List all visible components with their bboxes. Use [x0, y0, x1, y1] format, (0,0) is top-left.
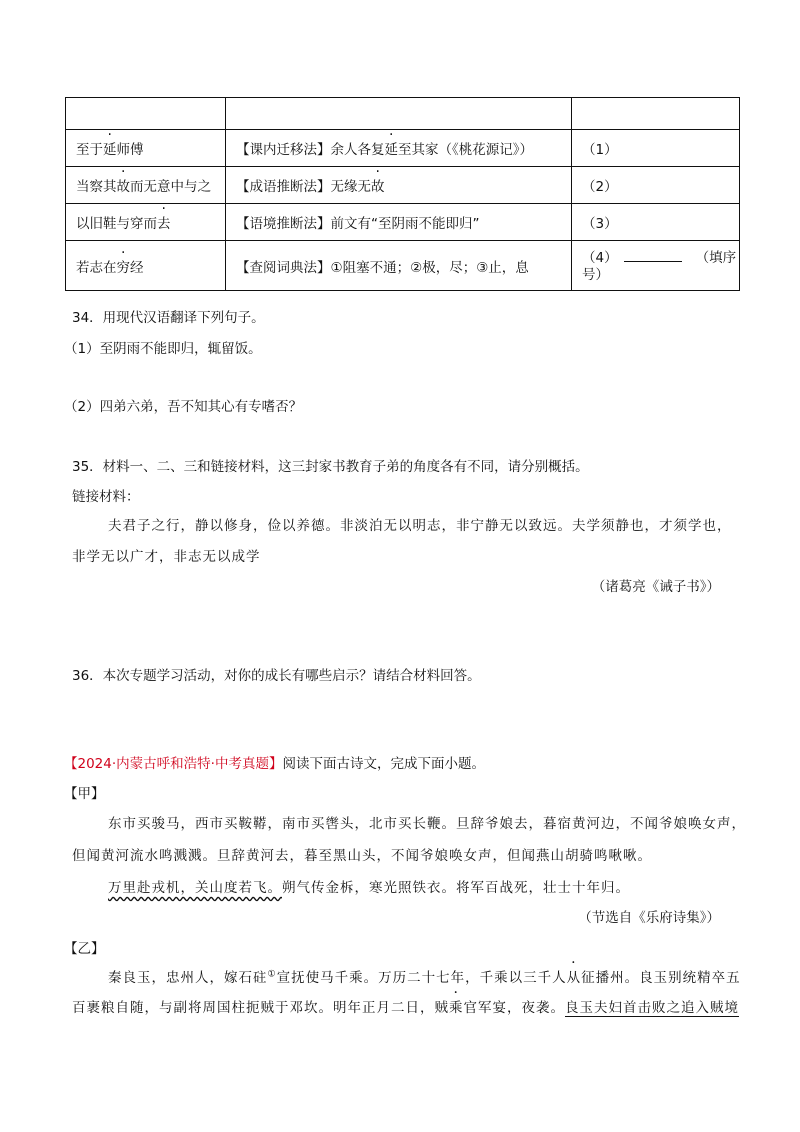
- answer-cell: （1）: [572, 130, 740, 167]
- jia-line-1: 东市买骏马，西市买鞍鞯，南市买辔头，北市买长鞭。旦辞爷娘去，暮宿黄河边，不闻爷娘唤女声，: [108, 816, 746, 832]
- answer-cell: （2）: [572, 167, 740, 204]
- wavy-underlined-text: 万里赴戎机，关山度若飞。: [108, 880, 282, 896]
- table-row: [66, 167, 740, 204]
- q34-sentence-2: （2）四弟六弟，吾不知其心有专嗜否？: [64, 399, 303, 415]
- word-cell: 若志在穷经: [66, 241, 226, 291]
- q34-title: 34．用现代汉语翻译下列句子。: [72, 310, 265, 326]
- q34-sentence-1: （1）至阴雨不能即归，辄留饭。: [64, 341, 262, 357]
- method-cell: 【成语推断法】无缘无故: [226, 167, 572, 204]
- jia-label: 【甲】: [64, 786, 105, 802]
- q35-title: 35．材料一、二、三和链接材料，这三封家书教育子弟的角度各有不同，请分别概括。: [72, 459, 589, 475]
- table-cell: [572, 98, 740, 130]
- link-material-label: 链接材料：: [72, 489, 140, 505]
- link-material-source: （诸葛亮《诫子书》）: [591, 579, 720, 595]
- yi-label: 【乙】: [64, 941, 105, 957]
- table-cell: [66, 98, 226, 130]
- table-row: [66, 241, 740, 291]
- method-cell: 【课内迁移法】余人各复延至其家（《桃花源记》）: [226, 130, 572, 167]
- jia-source: （节选自《乐府诗集》）: [578, 910, 720, 926]
- table-cell: [226, 98, 572, 130]
- section-heading: 【2024·内蒙古呼和浩特·中考真题】阅读下面古诗文，完成下面小题。: [64, 756, 485, 772]
- exam-source-tag: 【2024·内蒙古呼和浩特·中考真题】: [64, 756, 283, 772]
- method-cell: 【查阅词典法】①阻塞不通；②极，尽；③止，息: [226, 241, 572, 291]
- table-row: [66, 130, 740, 167]
- word-cell: 至于延师傅: [66, 130, 226, 167]
- link-material-line-1: 夫君子之行，静以修身，俭以养德。非淡泊无以明志，非宁静无以致远。夫学须静也，才须学也，: [108, 518, 732, 534]
- table-row: [66, 204, 740, 241]
- jia-line-3: 万里赴戎机，关山度若飞。朔气传金柝，寒光照铁衣。将军百战死，壮士十年归。: [108, 880, 630, 896]
- vocab-table: [65, 97, 740, 291]
- word-cell: 当察其故而无意中与之: [66, 167, 226, 204]
- answer-cell: （3）: [572, 204, 740, 241]
- jia-line-2: 但闻黄河流水鸣溅溅。旦辞黄河去，暮至黑山头，不闻爷娘唤女声，但闻燕山胡骑鸣啾啾。: [72, 848, 652, 864]
- q36-title: 36．本次专题学习活动，对你的成长有哪些启示？请结合材料回答。: [72, 668, 481, 684]
- answer-blank[interactable]: [624, 249, 682, 262]
- word-cell: 以旧鞋与穿而去: [66, 204, 226, 241]
- method-cell: 【语境推断法】前文有“至阴雨不能即归”: [226, 204, 572, 241]
- footnote-marker: ①: [267, 969, 277, 980]
- yi-line-2: 百裹粮自随，与副将周国柱扼贼于邓坎。明年正月二日，贼乘官军宴，夜袭。良玉夫妇首击败之追入贼境: [72, 1000, 739, 1016]
- link-material-line-2: 非学无以广才，非志无以成学: [72, 549, 261, 565]
- table-header-row: [66, 98, 740, 130]
- answer-cell: （4） （填序 号）: [572, 241, 740, 291]
- underlined-sentence: 良玉夫妇首击败之追入贼境: [565, 1000, 739, 1016]
- yi-line-1: 秦良玉，忠州人，嫁石砫①宣抚使马千乘。万历二十七年，千乘以三千人从征播州。良玉别统精卒五: [108, 969, 741, 986]
